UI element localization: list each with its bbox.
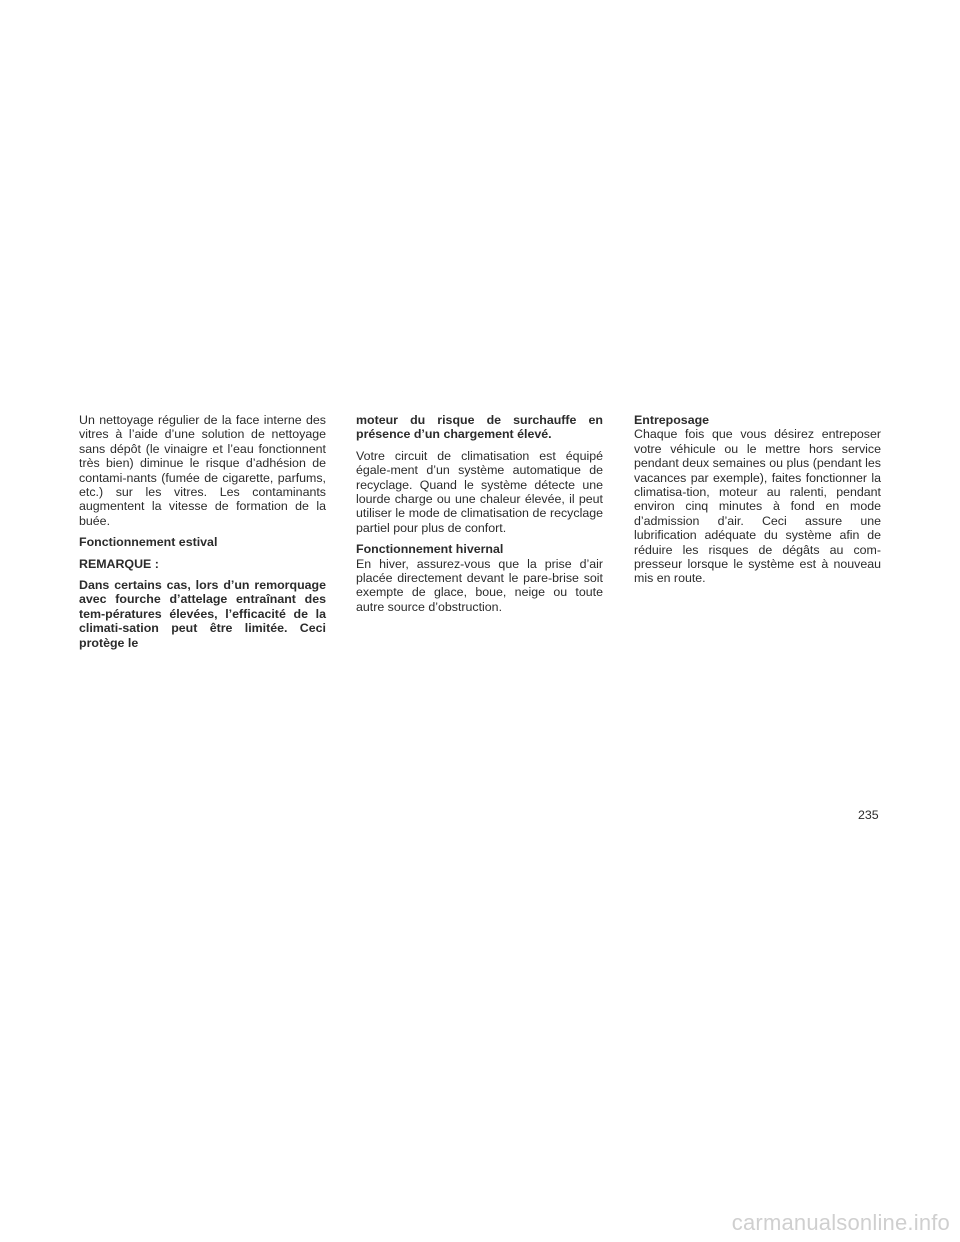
note-text-continued: moteur du risque de surchauffe en présence d’un chargement élevé. [356, 413, 603, 442]
watermark: carmanualsonline.info [731, 1210, 950, 1235]
heading-summer-operation: Fonctionnement estival [79, 535, 218, 550]
note-label: REMARQUE : [79, 556, 159, 571]
note-text: Dans certains cas, lors d’un remorquage avec fourche d’attelage entraînant des tem-pératures élevées, l’efficacité de la climati-sation peut être limitée. Ceci protège le [79, 578, 326, 650]
heading-winter-operation: Fonctionnement hivernal [356, 542, 504, 557]
page-number: 235 [858, 808, 879, 822]
column-left [79, 413, 326, 657]
section-storage [634, 413, 881, 586]
section-winter [356, 542, 603, 614]
paragraph-recycle: Votre circuit de climatisation est équipé égale-ment d’un système automatique de recyclage. Quand le système détecte une lourde charge ou une chaleur élevée, il peut utiliser le mode de climatisation de recyclage partiel pour plus de confort. [356, 448, 603, 535]
column-right [634, 413, 881, 593]
heading-storage: Entreposage [634, 413, 710, 427]
paragraph-storage: Chaque fois que vous désirez entreposer votre véhicule ou le mettre hors service pendant deux semaines ou plus (pendant les vacances par exemple), faites fonctionner la climatisa-tion, moteur au ralenti, pendant environ cinq minutes à fond en mode d’admission d’air. Ceci assure une lubrification adéquate du système afin de réduire les risques de dégâts au com-presseur lorsque le système est à nouveau mis en route. [634, 427, 881, 586]
column-middle [356, 413, 603, 621]
paragraph-winter: En hiver, assurez-vous que la prise d’air placée directement devant le pare-brise soit exempte de glace, boue, neige ou toute autre source d’obstruction. [356, 556, 603, 614]
paragraph-cleaning: Un nettoyage régulier de la face interne des vitres à l’aide d’une solution de nettoyage sans dépôt (le vinaigre et l’eau fonctionnent très bien) diminue le risque d’adhésion de contami-nants (fumée de cigarette, parfums, etc.) sur les vitres. Les contaminants augmentent la vitesse de formation de la buée. [79, 413, 326, 528]
